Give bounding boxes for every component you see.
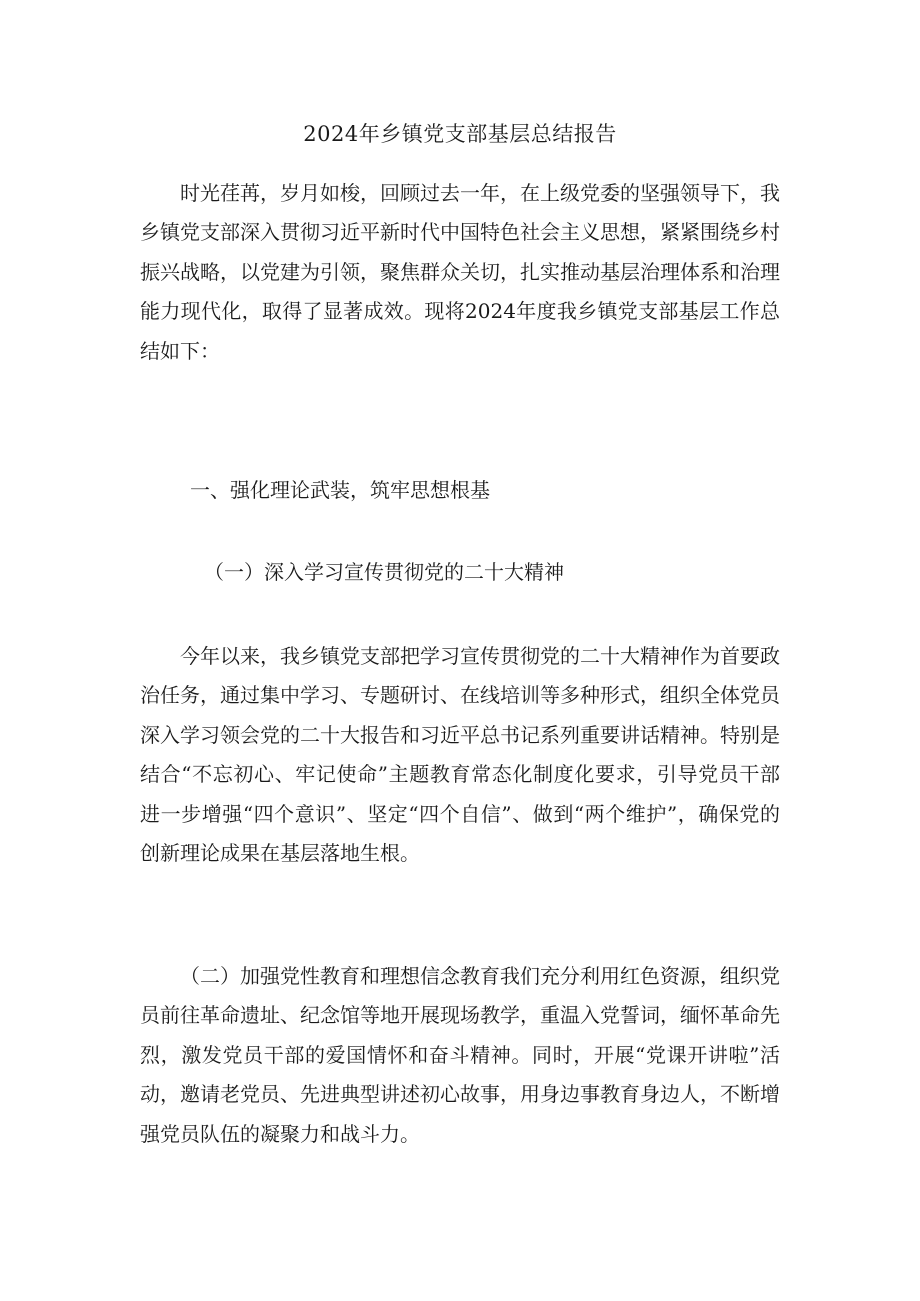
intro-paragraph: 时光荏苒，岁月如梭，回顾过去一年，在上级党委的坚强领导下，我乡镇党支部深入贯彻习近平新时代中国特色社会主义思想，紧紧围绕乡村振兴战略，以党建为引领，聚焦群众关切，扎实推动基层治理体系和治理能力现代化，取得了显著成效。现将2024年度我乡镇党支部基层工作总结如下：	[140, 181, 780, 363]
document-title: 2024年乡镇党支部基层总结报告	[303, 122, 617, 146]
section-heading-1: 一、强化理论武装，筑牢思想根基	[190, 478, 490, 502]
subsection-1-body: 今年以来，我乡镇党支部把学习宣传贯彻党的二十大精神作为首要政治任务，通过集中学习、专题研讨、在线培训等多种形式，组织全体党员深入学习领会党的二十大报告和习近平总书记系列重要讲话精神。特别是结合“不忘初心、牢记使命”主题教育常态化制度化要求，引导党员干部进一步增强“四个意识”、坚定“四个自信”、做到“两个维护”，确保党的创新理论成果在基层落地生根。	[140, 644, 780, 866]
subsection-heading-1: （一）深入学习宣传贯彻党的二十大精神	[204, 560, 564, 584]
subsection-2-body: （二）加强党性教育和理想信念教育我们充分利用红色资源，组织党员前往革命遗址、纪念馆等地开展现场教学，重温入党誓词，缅怀革命先烈，激发党员干部的爱国情怀和奋斗精神。同时，开展“党课开讲啦”活动，邀请老党员、先进典型讲述初心故事，用身边事教育身边人，不断增强党员队伍的凝聚力和战斗力。	[140, 964, 780, 1146]
